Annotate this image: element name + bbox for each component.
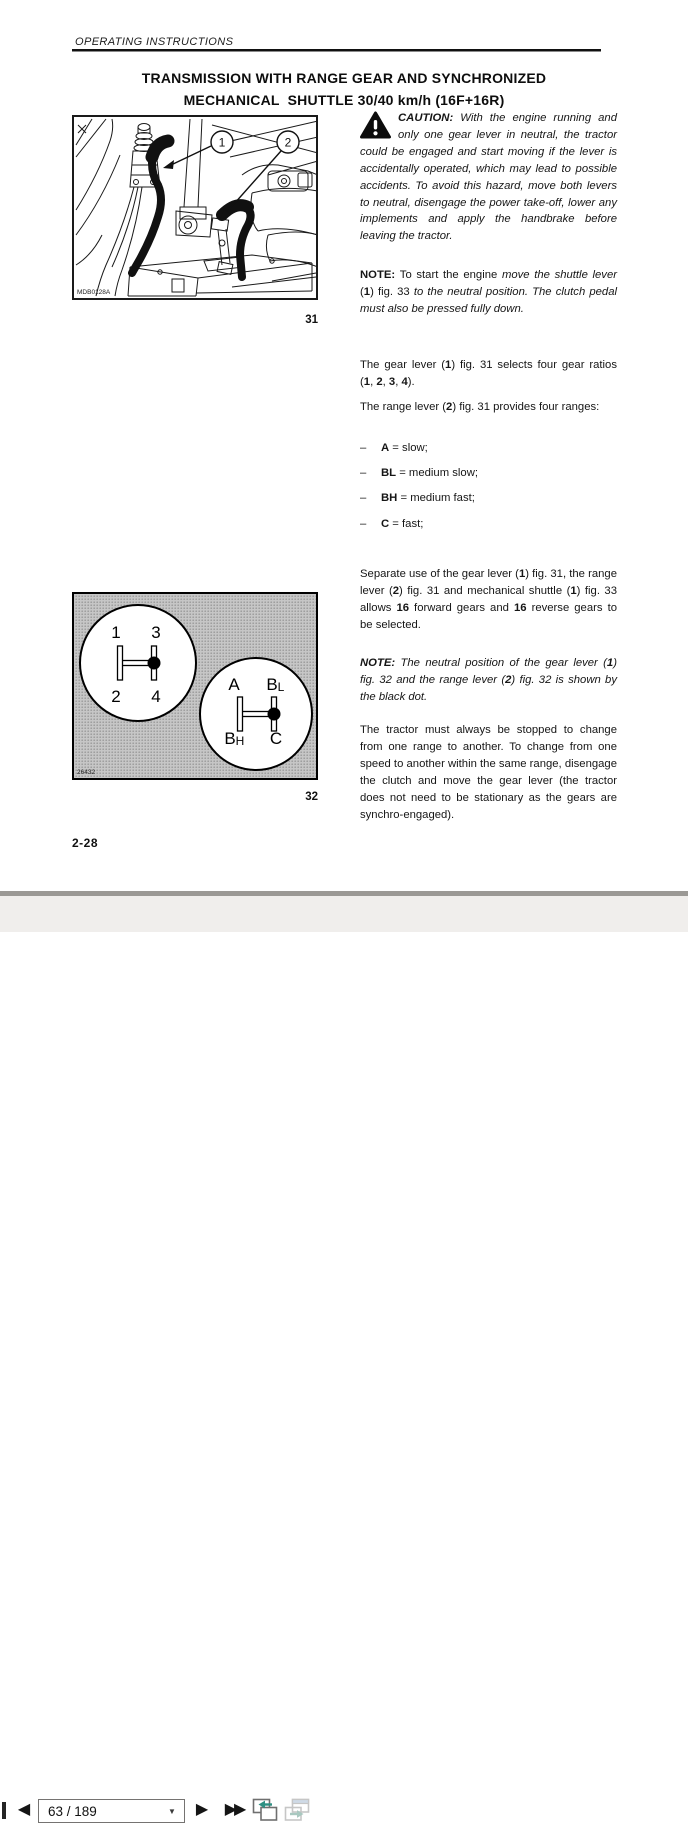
next-view-icon <box>284 1798 310 1822</box>
figure-32-drawing <box>72 592 318 780</box>
range-label-b2: B <box>224 729 236 748</box>
figure-32 <box>72 592 318 780</box>
note-paragraph-2: NOTE: The neutral position of the gear lever (1) fig. 32 and the range lever (2) fig. 32 is shown by the black dot. <box>360 657 617 703</box>
running-header: OPERATING INSTRUCTIONS <box>75 36 234 48</box>
gear-label-3: 3 <box>151 623 161 642</box>
range-label-c: C <box>269 729 283 748</box>
note-paragraph-1: NOTE: To start the engine move the shuttle lever (1) fig. 33 to the neutral position. The clutch pedal must also be pressed fully down. <box>360 269 617 315</box>
figure-31-photo-code: MDB0128A <box>77 289 111 296</box>
page-title-line1: TRANSMISSION WITH RANGE GEAR AND SYNCHRONIZED <box>141 70 547 86</box>
callout-2-label: 2 <box>284 135 292 150</box>
previous-page-button[interactable] <box>12 1798 36 1822</box>
header-rule <box>72 49 601 52</box>
page-number-box[interactable] <box>38 1799 185 1823</box>
caution-text: CAUTION: With the engine running and only one gear lever in neutral, the tractor could be engaged and start moving if the lever is accidentally operated, which may lead to possible accidents. To avoid this hazard, move both levers to neutral, disengage the power take-off, lower any implements and apply the handbrake before leaving the tractor. <box>360 112 617 243</box>
document-page <box>0 0 688 891</box>
pdf-toolbar <box>0 896 688 1818</box>
range-item-a: – A = slow; <box>360 440 617 457</box>
list-dash: – <box>360 467 367 479</box>
first-page-icon <box>2 1802 6 1819</box>
range-item-bl: – BL = medium slow; <box>360 465 617 482</box>
page-title-line2: MECHANICAL SHUTTLE 30/40 km/h (16F+16R) <box>183 92 505 108</box>
last-page-icon: ▶▶ <box>224 1801 244 1818</box>
range-label-a: A <box>228 675 240 694</box>
page-number-input[interactable] <box>39 1801 166 1821</box>
list-dash: – <box>360 442 367 454</box>
previous-view-button[interactable] <box>251 1797 279 1823</box>
figure-31-drawing <box>72 115 318 300</box>
range-label-b: B <box>266 675 278 694</box>
gear-lever-paragraph: The gear lever (1) fig. 31 selects four gear ratios (1, 2, 3, 4). <box>360 359 617 388</box>
previous-page-icon: ◀ <box>17 1801 31 1818</box>
figure-31-number: 31 <box>305 314 318 326</box>
gear-label-4: 4 <box>151 687 161 706</box>
separate-use-paragraph: Separate use of the gear lever (1) fig. 31, the range lever (2) fig. 31 and mechanical shuttle (1) fig. 33 allows 16 forward gears and 16 reverse gears to be selected. <box>360 568 617 631</box>
next-view-button[interactable] <box>283 1797 311 1823</box>
last-page-button[interactable] <box>218 1798 250 1822</box>
previous-view-icon <box>252 1798 278 1822</box>
range-label-b-sub-h: H <box>235 734 245 748</box>
list-dash: – <box>360 492 367 504</box>
footer-page-number: 2-28 <box>72 836 99 850</box>
list-dash: – <box>360 518 367 530</box>
callout-1-label: 1 <box>218 135 226 150</box>
neutral-dot <box>148 657 161 670</box>
first-page-button[interactable] <box>0 1798 9 1822</box>
figure-32-photo-code: 26432 <box>77 769 96 776</box>
tractor-stop-paragraph: The tractor must always be stopped to change from one range to another. To change from one speed to another within the same range, disengage the clutch and move the gear lever (the tractor does not need to be stationary as the gears are synchro-engaged). <box>360 724 617 821</box>
range-lever-paragraph: The range lever (2) fig. 31 provides four ranges: <box>360 401 600 413</box>
range-label-b-sub-l: L <box>277 680 285 694</box>
figure-32-number: 32 <box>305 791 318 803</box>
range-item-c: – C = fast; <box>360 516 617 533</box>
gear-label-1: 1 <box>111 623 121 642</box>
caution-paragraph <box>360 110 617 245</box>
warning-icon <box>360 111 391 139</box>
dropdown-arrow-icon[interactable]: ▼ <box>168 1806 176 1816</box>
gear-label-2: 2 <box>111 687 121 706</box>
figure-31 <box>72 115 318 300</box>
next-page-icon: ▶ <box>195 1801 209 1818</box>
range-item-bh: – BH = medium fast; <box>360 490 617 507</box>
neutral-dot <box>268 708 281 721</box>
next-page-button[interactable] <box>190 1798 214 1822</box>
